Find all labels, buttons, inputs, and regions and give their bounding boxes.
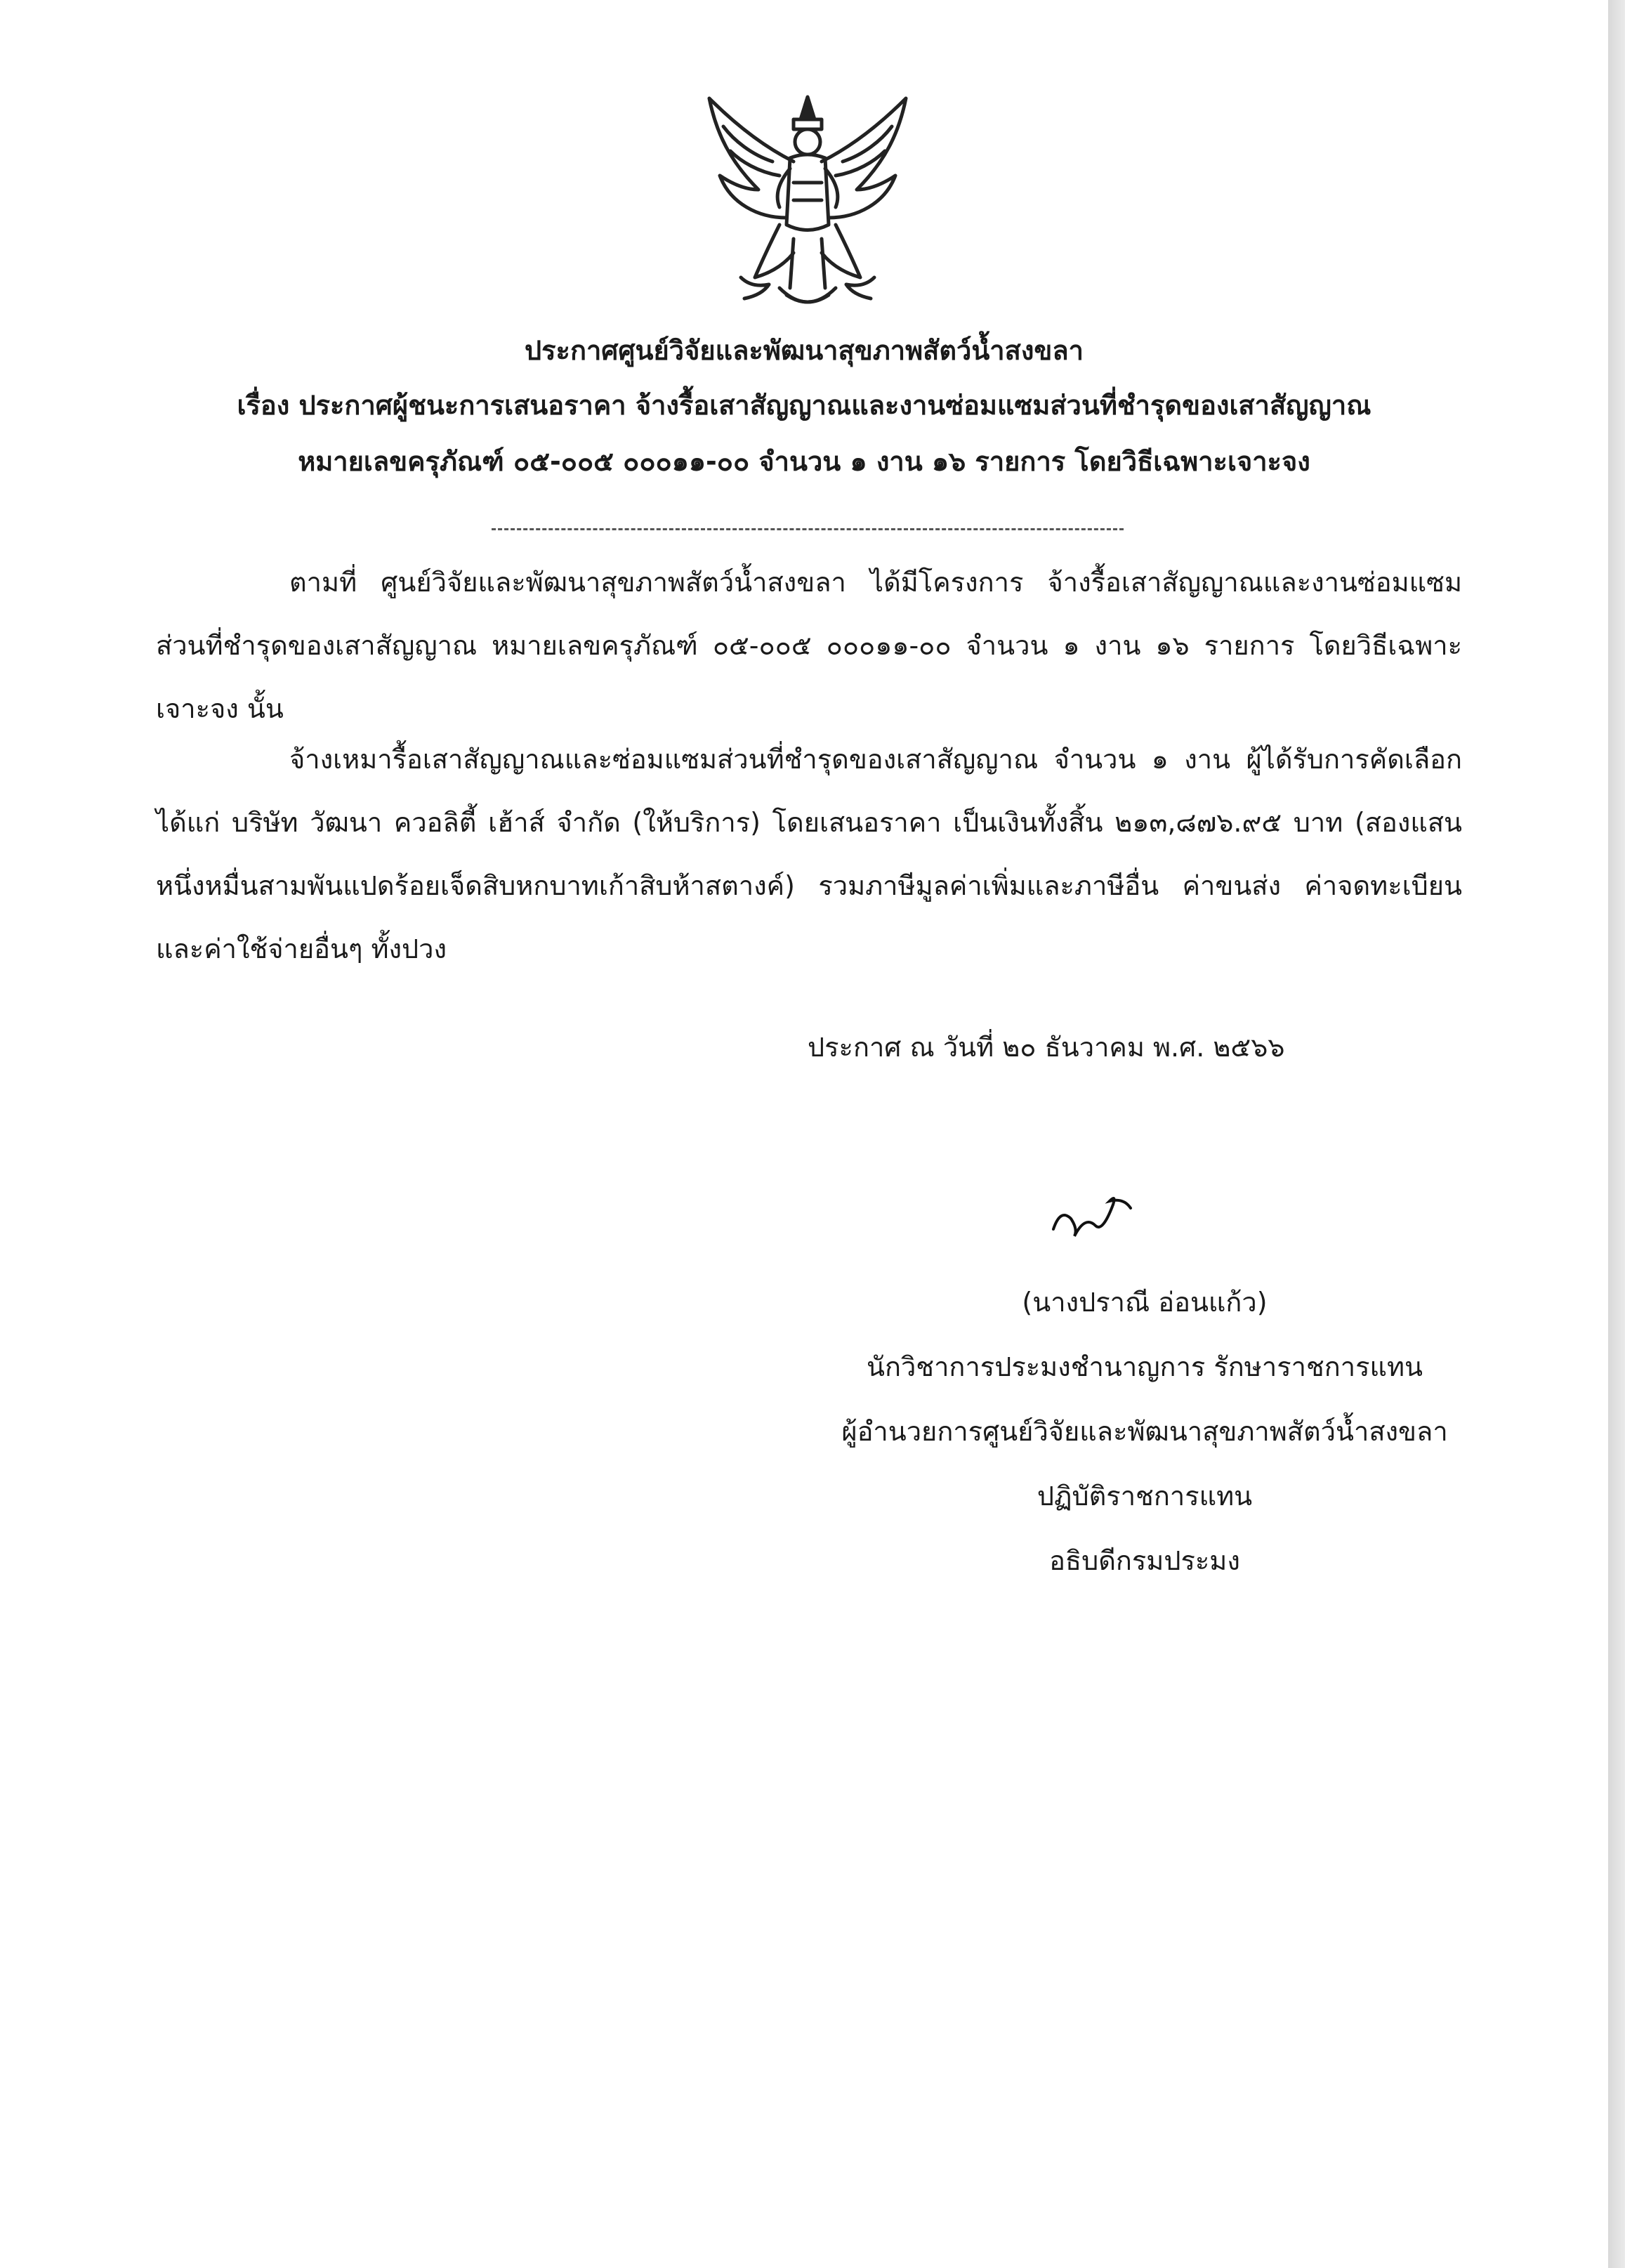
header-title: ประกาศศูนย์วิจัยและพัฒนาสุขภาพสัตว์น้ำสงขลา	[525, 335, 1084, 366]
body-paragraph-2: จ้างเหมารื้อเสาสัญญาณและซ่อมแซมส่วนที่ชำรุดของเสาสัญญาณ จำนวน ๑ งาน ผู้ได้รับการคัดเลือก ได้แก่ บริษัท วัฒนา ควอลิตี้ เฮ้าส์ จำกัด (ให้บริการ) โดยเสนอราคา เป็นเงินทั้งสิ้น ๒๑๓,๘๗๖.๙๕ บาท (สองแสนหนึ่งหมื่นสามพันแปดร้อยเจ็ดสิบหกบาทเก้าสิบห้าสตางค์) รวมภาษีมูลค่าเพิ่มและภาษีอื่น ค่าขนส่ง ค่าจดทะเบียน และค่าใช้จ่ายอื่นๆ ทั้งปวง	[156, 744, 1462, 964]
header-item-number: หมายเลขครุภัณฑ์ ๐๕-๐๐๕ ๐๐๐๑๑-๐๐ จำนวน ๑ งาน ๑๖ รายการ โดยวิธีเฉพาะเจาะจง	[298, 446, 1310, 477]
announcement-date: ประกาศ ณ วันที่ ๒๐ ธันวาคม พ.ศ. ๒๕๖๖	[808, 1032, 1285, 1063]
signatory-name: (นางปราณี อ่อนแก้ว)	[1022, 1287, 1268, 1318]
signatory-position-1: นักวิชาการประมงชำนาญการ รักษาราชการแทน	[866, 1351, 1423, 1382]
signatory-position-4: อธิบดีกรมประมง	[1049, 1545, 1240, 1576]
signatory-position-3: ปฏิบัติราชการแทน	[1037, 1481, 1253, 1512]
page-edge-shadow	[1608, 0, 1625, 2268]
garuda-emblem-icon	[688, 84, 927, 323]
handwritten-signature	[1046, 1187, 1138, 1243]
body-paragraph-1: ตามที่ ศูนย์วิจัยและพัฒนาสุขภาพสัตว์น้ำสงขลา ได้มีโครงการ จ้างรื้อเสาสัญญาณและงานซ่อมแซมส่วนที่ชำรุดของเสาสัญญาณ หมายเลขครุภัณฑ์ ๐๕-๐๐๕ ๐๐๐๑๑-๐๐ จำนวน ๑ งาน ๑๖ รายการ โดยวิธีเฉพาะเจาะจง นั้น	[156, 567, 1462, 724]
header-divider	[492, 528, 1124, 530]
header-subject: เรื่อง ประกาศผู้ชนะการเสนอราคา จ้างรื้อเสาสัญญาณและงานซ่อมแซมส่วนที่ชำรุดของเสาสัญญาณ	[237, 390, 1371, 421]
signatory-position-2: ผู้อำนวยการศูนย์วิจัยและพัฒนาสุขภาพสัตว์น้ำสงขลา	[841, 1416, 1448, 1447]
